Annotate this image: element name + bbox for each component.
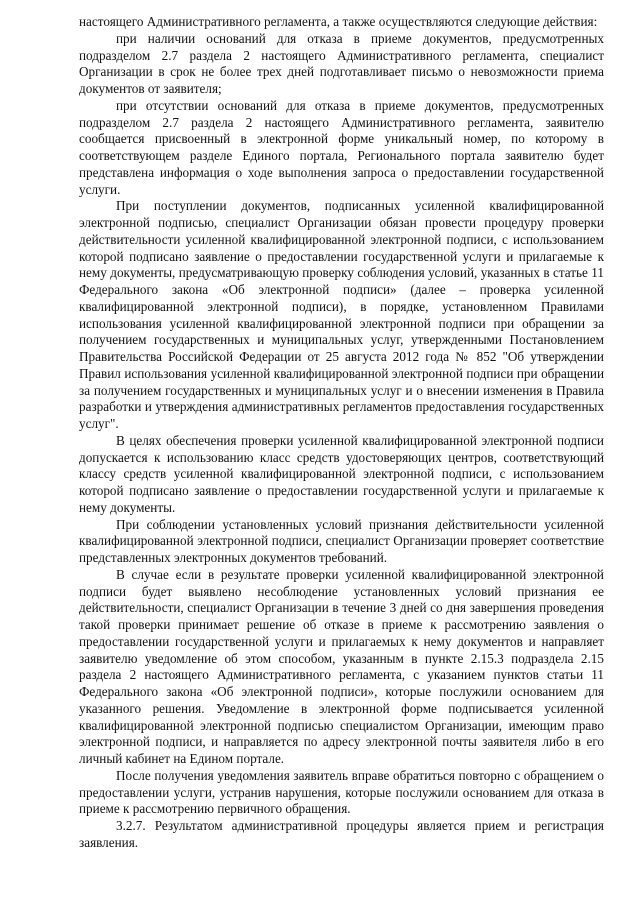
paragraph-verification-tools: В целях обеспечения проверки усиленной квалифицированной электронной подписи допускается к использованию класс средств удостоверяющих центров, соответствующий классу средств усиленной квалифицированной электронной подписи, с использованием которой подписано заявление о предоставлении государственной услуги и прилагаемые к нему документы. xyxy=(79,432,604,515)
paragraph-valid-signature: При соблюдении установленных условий признания действительности усиленной квалифицированной электронной подписи, специалист Организации проверяет соответствие представленных электронных документов требований. xyxy=(79,516,604,565)
paragraph-repeat-request: После получения уведомления заявитель вправе обратиться повторно с обращением о предоставлении услуги, устранив нарушения, которые послужили основанием для отказа в приеме к рассмотрению первичного обращения. xyxy=(79,767,604,817)
paragraph-continuation: настоящего Административного регламента, а также осуществляются следующие действия: xyxy=(79,14,598,29)
paragraph-refusal-grounds: при наличии оснований для отказа в приеме документов, предусмотренных подразделом 2.7 раздела 2 настоящего Административного регламента, специалист Организации в срок не более трех дней подготавливает письмо о невозможности приема документов от заявителя; xyxy=(79,30,604,96)
paragraph-signature-verification: При поступлении документов, подписанных усиленной квалифицированной электронной подписью, специалист Организации обязан провести процедуру проверки действительности усиленной квалифицированной электронной подписи, с использованием которой подписано заявление о предоставлении государственной услуги и прилагаемые к нему документы, предусматривающую проверку соблюдения условий, указанных в статье 11 Федерального закона «Об электронной подписи» (далее – проверка усиленной квалифицированной электронной подписи), в порядке, установленном Правилами использования усиленной квалифицированной электронной подписи при обращении за получением государственных и муниципальных услуг, утвержденными Постановлением Правительства Российской Федерации от 25 августа 2012 года № 852 "Об утверждении Правил использования усиленной квалифицированной электронной подписи при обращении за получением государственных и муниципальных услуг и о внесении изменения в Правила разработки и утверждения административных регламентов предоставления государственных услуг". xyxy=(79,198,604,431)
paragraph-invalid-signature: В случае если в результате проверки усиленной квалифицированной электронной подписи будет выявлено несоблюдение установленных условий признания ее действительности, специалист Организации в течение 3 дней со дня завершения проведения такой проверки принимает решение об отказе в приеме к рассмотрению заявления о предоставлении государственной услуги и прилагаемых к нему документов и направляет заявителю уведомление об этом способом, указанным в пункте 2.15.3 подраздела 2.15 раздела 2 настоящего Административного регламента, с указанием пунктов статьи 11 Федерального закона «Об электронной подписи», которые послужили основанием для указанного решения. Уведомление в электронной форме подписывается усиленной квалифицированной электронной подписью специалистом Организации, имеющим право электронной подписи, и направляется по адресу электронной почты заявителя либо в его личный кабинет на Едином портале. xyxy=(79,566,604,766)
paragraph-procedure-result: 3.2.7. Результатом административной процедуры является прием и регистрация заявления. xyxy=(79,818,604,850)
paragraph-no-refusal-grounds: при отсутствии оснований для отказа в приеме документов, предусмотренных подразделом 2.7 раздела 2 настоящего Административного регламента, заявителю сообщается присвоенный в электронной форме уникальный номер, по которому в соответствующем разделе Единого портала, Регионального портала заявителю будет представлена информация о ходе выполнения запроса о предоставлении государственной услуги. xyxy=(79,97,604,197)
